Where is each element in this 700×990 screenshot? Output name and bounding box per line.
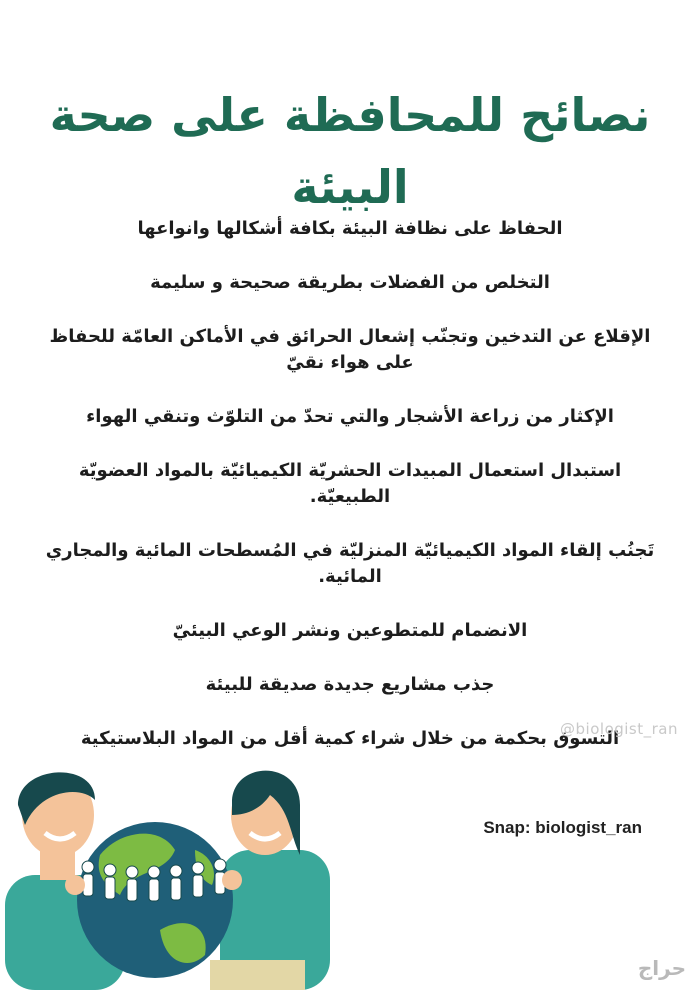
tip-item: الانضمام للمتطوعين ونشر الوعي البيئيّ xyxy=(172,620,528,641)
tip-item: تَجنُب إلقاء المواد الكيميائيّة المنزليّة في المُسطحات المائية والمجاري المائية. xyxy=(45,540,655,587)
tiktok-watermark: @biologist_ran xyxy=(560,720,678,738)
page-title: نصائح للمحافظة على صحة البيئة xyxy=(49,87,651,214)
tip-item: جذب مشاريع جديدة صديقة للبيئة xyxy=(205,674,495,695)
tip-item: التسوق بحكمة من خلال شراء كمية أقل من المواد البلاستيكية xyxy=(80,728,620,749)
tips-list xyxy=(40,216,660,780)
snap-handle: Snap: biologist_ran xyxy=(483,818,642,837)
site-logo: حراج xyxy=(637,956,686,980)
tip-item: الحفاظ على نظافة البيئة بكافة أشكالها وانواعها xyxy=(137,218,563,239)
tip-item: الإكثار من زراعة الأشجار والتي تحدّ من التلوّث وتنقي الهواء xyxy=(86,406,614,427)
people-holding-globe-illustration xyxy=(0,755,345,990)
tip-item: التخلص من الفضلات بطريقة صحيحة و سليمة xyxy=(150,272,550,293)
tip-item: الإقلاع عن التدخين وتجنّب إشعال الحرائق في الأماكن العامّة للحفاظ على هواء نقيّ xyxy=(49,326,651,373)
tip-item: استبدال استعمال المبيدات الحشريّة الكيميائيّة بالمواد العضويّة الطبيعيّة. xyxy=(78,460,622,507)
